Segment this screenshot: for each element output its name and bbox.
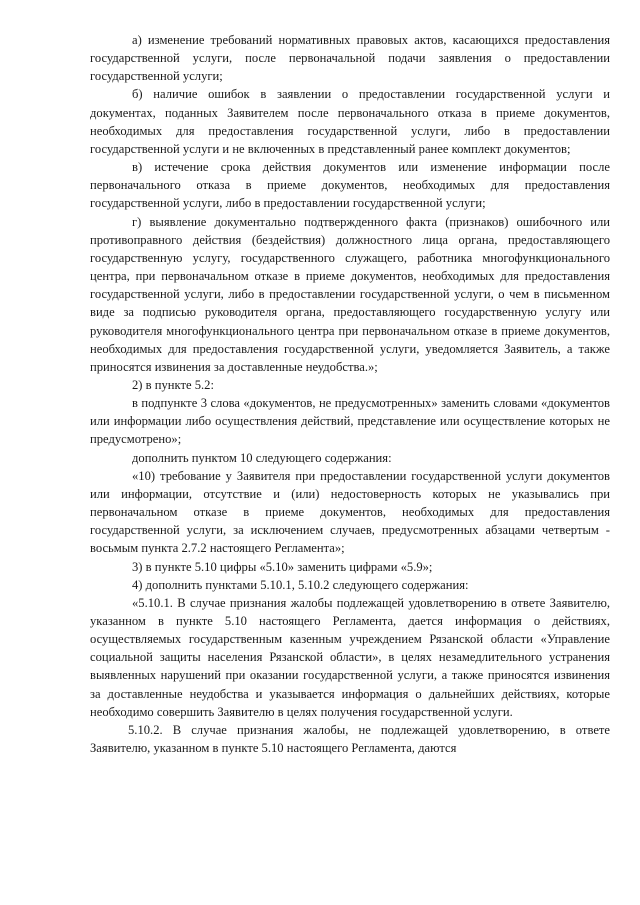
paragraph-point-5-10: 3) в пункте 5.10 цифры «5.10» заменить цифрами «5.9»; bbox=[132, 559, 433, 574]
paragraph-subpoint-3-change: в подпункте 3 слова «документов, не предусмотренных» заменить словами «документов или информации либо осуществления действий, представление или осуществление которых не предусмотрено»; bbox=[90, 396, 610, 447]
paragraph-add-point-10: дополнить пунктом 10 следующего содержания: bbox=[132, 450, 392, 465]
paragraph-item-g: г) выявление документально подтвержденного факта (признаков) ошибочного или противоправного действия (бездействия) должностного лица органа, предоставляющего государственную услугу, государственного служащего, работника многофункционального центра, при первоначальном отказе в приеме документов, необходимых для предоставления государственной услуги, либо в предоставлении государственной услуги, о чем в письменном виде за подписью руководителя органа, предоставляющего государственную услугу или руководителя многофункционального центра при первоначальном отказе в приеме документов, необходимых для предоставления государственной услуги, уведомляется Заявитель, а также приносятся извинения за доставленные неудобства.»; bbox=[90, 214, 610, 374]
paragraph-item-b: б) наличие ошибок в заявлении о предоставлении государственной услуги и документах, поданных Заявителем после первоначального отказа в приеме документов, необходимых для предоставления государственной услуги, либо в предоставлении государственной услуги и не включенных в представленный ранее комплект документов; bbox=[90, 87, 610, 156]
paragraph-item-a: а) изменение требований нормативных правовых актов, касающихся предоставления государственной услуги, после первоначальной подачи заявления о предоставлении государственной услуги; bbox=[90, 33, 610, 84]
paragraph-point-5-10-2: 5.10.2. В случае признания жалобы, не подлежащей удовлетворению, в ответе Заявителю, указанном в пункте 5.10 настоящего Регламента, даются bbox=[90, 722, 610, 756]
paragraph-point-5-2: 2) в пункте 5.2: bbox=[132, 377, 214, 392]
paragraph-point-10-text: «10) требование у Заявителя при предоставлении государственной услуги документов или информации, отсутствие и (или) недостоверность которых не указывались при первоначальном отказе в приеме документов, необходимых для предоставления государственной услуги, за исключением случаев, предусмотренных абзацами четвертым - восьмым пункта 2.7.2 настоящего Регламента»; bbox=[90, 468, 610, 556]
paragraph-point-5-10-1: «5.10.1. В случае признания жалобы подлежащей удовлетворению в ответе Заявителю, указанном в пункте 5.10 настоящего Регламента, дается информация о действиях, осуществляемых государственным казенным учреждением Рязанской области «Управление социальной защиты населения Рязанской области», в целях незамедлительного устранения выявленных нарушений при оказании государственной услуги, а также приносятся извинения за доставленные неудобства и указывается информация о дальнейших действиях, которые необходимо совершить Заявителю в целях получения государственной услуги. bbox=[90, 595, 610, 719]
paragraph-item-v: в) истечение срока действия документов или изменение информации после первоначального отказа в приеме документов, необходимых для предоставления государственной услуги, либо в предоставлении государственной услуги; bbox=[90, 160, 610, 211]
paragraph-add-points-5-10-1-2: 4) дополнить пунктами 5.10.1, 5.10.2 следующего содержания: bbox=[132, 577, 469, 592]
document-body bbox=[90, 31, 610, 757]
